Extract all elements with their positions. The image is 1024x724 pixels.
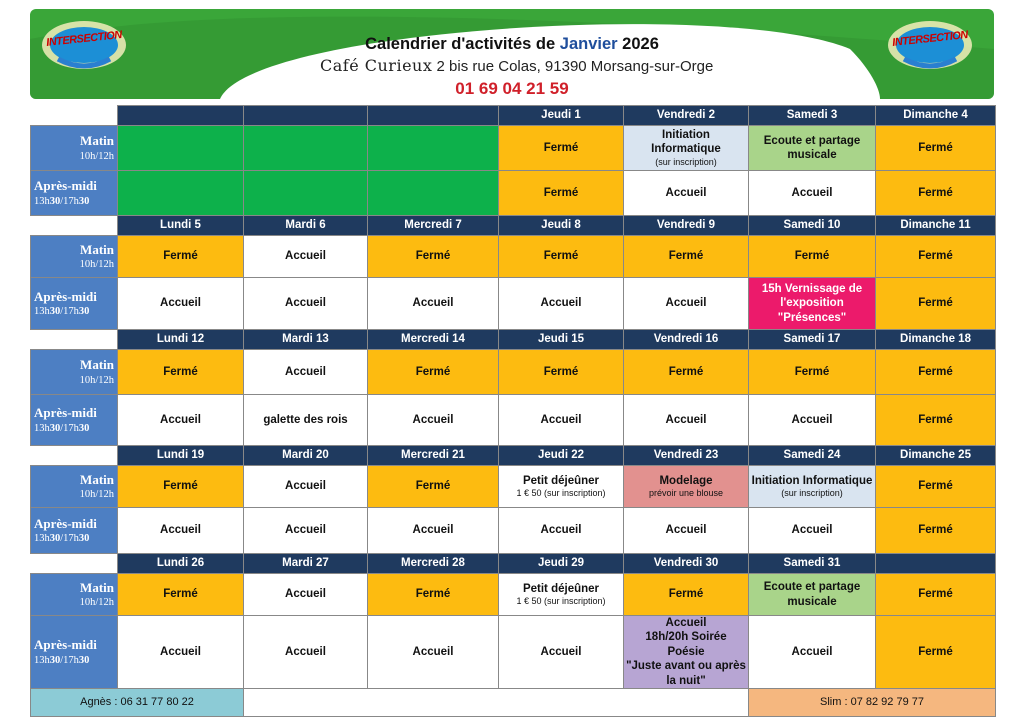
day-header: Samedi 24 (749, 446, 876, 466)
cell-activity: Modelage prévoir une blouse (624, 466, 749, 508)
cell-empty (368, 126, 499, 171)
cell-closed: Fermé (876, 350, 996, 395)
cell-closed: Fermé (118, 466, 244, 508)
morning-label: Matin 10h/12h (31, 236, 118, 278)
day-header: Vendredi 9 (624, 216, 749, 236)
cell-open: Accueil (749, 171, 876, 216)
address: 2 bis rue Colas, 91390 Morsang-sur-Orge (436, 58, 714, 75)
day-header: Dimanche 4 (876, 106, 996, 126)
calendar-table (30, 105, 996, 717)
cafe-name: Café Curieux (320, 56, 433, 75)
cell-open: Accueil (624, 171, 749, 216)
day-header: Mardi 6 (244, 216, 368, 236)
cell-open: Accueil (244, 350, 368, 395)
week-2-morning (31, 236, 996, 278)
morning-label: Matin 10h/12h (31, 574, 118, 616)
cell-closed: Fermé (368, 350, 499, 395)
week-3-morning (31, 350, 996, 395)
week-2-afternoon (31, 278, 996, 330)
cell-closed: Fermé (624, 236, 749, 278)
afternoon-label: Après-midi 13h30/17h30 (31, 616, 118, 689)
cell-closed: Fermé (876, 126, 996, 171)
day-header: Jeudi 8 (499, 216, 624, 236)
cell-open: Accueil (624, 278, 749, 330)
cell-empty (244, 126, 368, 171)
day-header: Jeudi 29 (499, 554, 624, 574)
footer-blank (244, 688, 749, 716)
contact-slim: Slim : 07 82 92 79 77 (749, 688, 996, 716)
cell-open: Accueil (624, 395, 749, 446)
day-header: Jeudi 22 (499, 446, 624, 466)
cell-closed: Fermé (876, 395, 996, 446)
day-header: Vendredi 16 (624, 330, 749, 350)
cell-closed: Fermé (749, 236, 876, 278)
day-header: Mercredi 21 (368, 446, 499, 466)
cell-open: Accueil (499, 616, 624, 689)
cell-open: Accueil (368, 508, 499, 554)
cell-open: Accueil (118, 278, 244, 330)
cell-open: Accueil (368, 616, 499, 689)
cell-closed: Fermé (368, 466, 499, 508)
day-header (118, 106, 244, 126)
cell-activity: Ecoute et partage musicale (749, 126, 876, 171)
morning-label: Matin 10h/12h (31, 466, 118, 508)
day-header: Mercredi 28 (368, 554, 499, 574)
day-header: Mercredi 14 (368, 330, 499, 350)
cell-closed: Fermé (118, 350, 244, 395)
day-header: Mardi 13 (244, 330, 368, 350)
cell-closed: Fermé (876, 171, 996, 216)
week-4-afternoon (31, 508, 996, 554)
morning-label: Matin 10h/12h (31, 350, 118, 395)
day-header: Jeudi 15 (499, 330, 624, 350)
day-header: Vendredi 30 (624, 554, 749, 574)
cell-closed: Fermé (624, 574, 749, 616)
week-1-header (31, 106, 996, 126)
cell-activity: Initiation Informatique (sur inscription) (624, 126, 749, 171)
logo-text: INTERSECTION (45, 29, 123, 49)
cell-event: Accueil 18h/20h Soirée Poésie "Juste avant ou après la nuit" (624, 616, 749, 689)
week-4-morning (31, 466, 996, 508)
week-3-header (31, 330, 996, 350)
day-header: Lundi 26 (118, 554, 244, 574)
day-header (368, 106, 499, 126)
cell-open: Accueil (244, 508, 368, 554)
day-header: Mardi 20 (244, 446, 368, 466)
cell-activity: Petit déjeûner 1 € 50 (sur inscription) (499, 466, 624, 508)
cell-activity: galette des rois (244, 395, 368, 446)
cell-activity: Petit déjeûner 1 € 50 (sur inscription) (499, 574, 624, 616)
week-4-header (31, 446, 996, 466)
day-header: Samedi 10 (749, 216, 876, 236)
day-header: Vendredi 23 (624, 446, 749, 466)
day-header (244, 106, 368, 126)
day-header: Samedi 17 (749, 330, 876, 350)
cell-open: Accueil (499, 278, 624, 330)
cell-open: Accueil (244, 616, 368, 689)
title-month: Janvier (559, 35, 618, 53)
cell-closed: Fermé (499, 171, 624, 216)
cell-closed: Fermé (624, 350, 749, 395)
cell-empty (244, 171, 368, 216)
week-5-morning (31, 574, 996, 616)
day-header: Jeudi 1 (499, 106, 624, 126)
day-header: Vendredi 2 (624, 106, 749, 126)
cell-closed: Fermé (876, 616, 996, 689)
page-title: Calendrier d'activités de Janvier 2026 (365, 35, 659, 53)
cell-closed: Fermé (876, 466, 996, 508)
day-header: Mercredi 7 (368, 216, 499, 236)
address-line (320, 56, 713, 75)
cell-closed: Fermé (499, 126, 624, 171)
week-1-afternoon (31, 171, 996, 216)
logo-text: INTERSECTION (891, 29, 969, 49)
cell-closed: Fermé (876, 574, 996, 616)
cell-closed: Fermé (876, 278, 996, 330)
cell-open: Accueil (624, 508, 749, 554)
cell-activity: Initiation Informatique (sur inscription) (749, 466, 876, 508)
day-header (876, 554, 996, 574)
cell-closed: Fermé (499, 236, 624, 278)
week-5-header (31, 554, 996, 574)
day-header: Lundi 19 (118, 446, 244, 466)
cell-open: Accueil (749, 508, 876, 554)
cell-open: Accueil (499, 395, 624, 446)
day-header: Samedi 3 (749, 106, 876, 126)
cell-open: Accueil (244, 278, 368, 330)
day-header: Lundi 5 (118, 216, 244, 236)
cell-closed: Fermé (118, 236, 244, 278)
cell-closed: Fermé (749, 350, 876, 395)
day-header: Mardi 27 (244, 554, 368, 574)
afternoon-label: Après-midi 13h30/17h30 (31, 171, 118, 216)
cell-open: Accueil (749, 395, 876, 446)
week-3-afternoon (31, 395, 996, 446)
cell-closed: Fermé (876, 236, 996, 278)
cell-closed: Fermé (368, 574, 499, 616)
cell-empty (118, 171, 244, 216)
phone-number: 01 69 04 21 59 (455, 79, 569, 98)
day-header: Samedi 31 (749, 554, 876, 574)
cell-open: Accueil (118, 616, 244, 689)
week-1-morning (31, 126, 996, 171)
cell-activity: Ecoute et partage musicale (749, 574, 876, 616)
cell-open: Accueil (368, 278, 499, 330)
cell-open: Accueil (244, 574, 368, 616)
cell-open: Accueil (749, 616, 876, 689)
cell-empty (368, 171, 499, 216)
cell-open: Accueil (244, 236, 368, 278)
day-header: Dimanche 18 (876, 330, 996, 350)
contact-agnes: Agnès : 06 31 77 80 22 (31, 688, 244, 716)
cell-open: Accueil (118, 395, 244, 446)
day-header: Dimanche 25 (876, 446, 996, 466)
cell-open: Accueil (499, 508, 624, 554)
cell-closed: Fermé (499, 350, 624, 395)
morning-label: Matin 10h/12h (31, 126, 118, 171)
cell-open: Accueil (118, 508, 244, 554)
cell-open: Accueil (244, 466, 368, 508)
cell-closed: Fermé (368, 236, 499, 278)
cell-closed: Fermé (876, 508, 996, 554)
afternoon-label: Après-midi 13h30/17h30 (31, 278, 118, 330)
cell-closed: Fermé (118, 574, 244, 616)
cell-open: Accueil (368, 395, 499, 446)
afternoon-label: Après-midi 13h30/17h30 (31, 508, 118, 554)
week-5-afternoon (31, 616, 996, 689)
week-2-header (31, 216, 996, 236)
day-header: Lundi 12 (118, 330, 244, 350)
day-header: Dimanche 11 (876, 216, 996, 236)
cell-empty (118, 126, 244, 171)
afternoon-label: Après-midi 13h30/17h30 (31, 395, 118, 446)
footer-contacts (31, 688, 996, 716)
cell-event: 15h Vernissage de l'exposition "Présences" (749, 278, 876, 330)
